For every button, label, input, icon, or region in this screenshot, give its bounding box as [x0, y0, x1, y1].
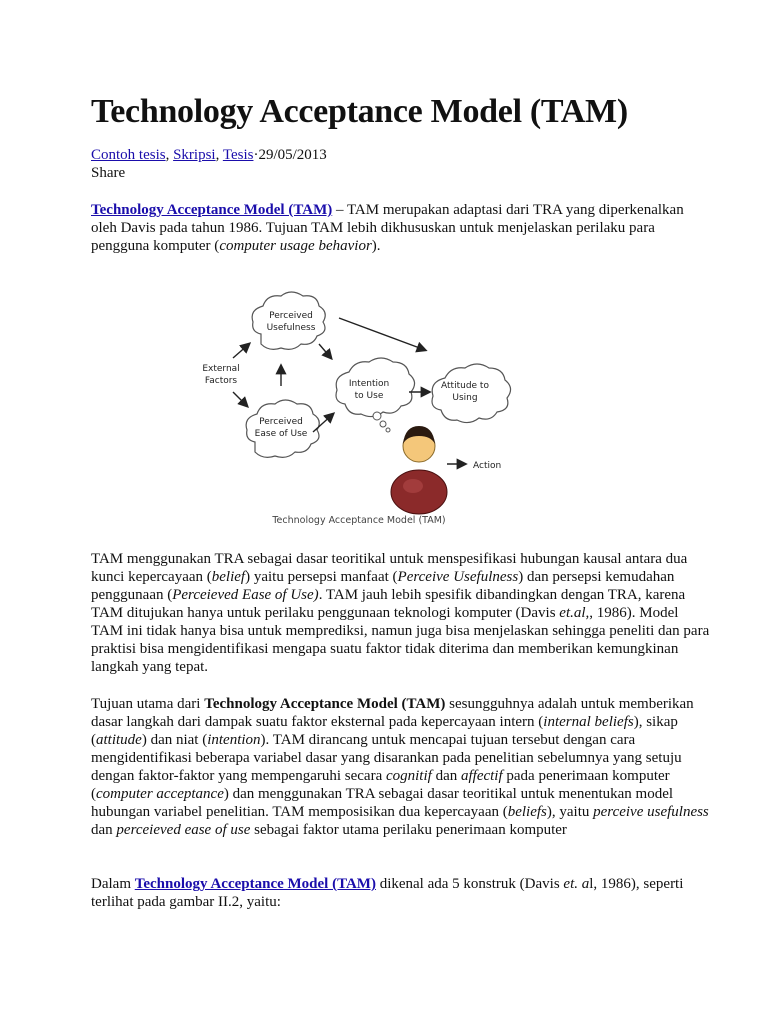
- paragraph-text: dikenal ada 5 konstruk (Davis: [375, 876, 564, 892]
- post-meta: [91, 146, 327, 164]
- node-label: Attitude to: [441, 381, 489, 391]
- category-link-contoh-tesis[interactable]: Contoh tesis: [91, 147, 166, 163]
- body-paragraph: [91, 550, 713, 676]
- paragraph-text: ), sikap (: [91, 714, 678, 748]
- post-date: 29/05/2013: [258, 147, 327, 163]
- node-label: Perceived: [259, 417, 303, 427]
- emphasis-text: computer usage behavior: [219, 238, 372, 254]
- strong-text: Technology Acceptance Model (TAM): [204, 696, 446, 712]
- emphasis-text: Perceieved Ease of Use): [172, 587, 319, 603]
- emphasis-text: Perceive Usefulness: [397, 569, 519, 585]
- node-label: Perceived: [269, 311, 313, 321]
- node-label: Intention: [348, 379, 390, 389]
- emphasis-text: attitude: [96, 732, 142, 748]
- emphasis-text: perceieved ease of use: [116, 822, 251, 838]
- paragraph-text: sebagai faktor utama perilaku penerimaan komputer: [250, 822, 567, 838]
- emphasis-text: cognitif: [385, 768, 432, 784]
- intro-paragraph: [91, 201, 701, 255]
- node-label: Using: [452, 393, 478, 403]
- paragraph-text: ) dan menggunakan TRA sebagai dasar teoritikal untuk menentukan model hubungan variabel penelitian. TAM memposisikan dua kepercayaan (: [91, 786, 674, 820]
- person-icon: [391, 426, 447, 514]
- cloud-perceived-ease-of-use: [246, 400, 319, 457]
- figure-caption: Technology Acceptance Model (TAM): [272, 515, 446, 526]
- paragraph-text: – TAM merupakan adaptasi dari TRA yang diperkenalkan oleh Davis pada tahun 1986. Tujuan TAM lebih dikhususkan untuk menjelaskan perilaku para pengguna komputer (: [91, 202, 684, 254]
- paragraph-text: Tujuan utama dari: [91, 696, 205, 712]
- node-label: Ease of Use: [254, 429, 308, 439]
- cloud-attitude-to-using: [432, 364, 511, 423]
- tam-link[interactable]: Technology Acceptance Model (TAM): [91, 202, 333, 218]
- category-link-tesis[interactable]: Tesis: [222, 147, 254, 163]
- emphasis-text: affectif: [460, 768, 503, 784]
- emphasis-text: internal beliefs: [543, 714, 634, 730]
- action-label: Action: [473, 461, 502, 471]
- body-paragraph: [91, 695, 713, 839]
- emphasis-text: beliefs: [507, 804, 547, 820]
- arrow: [233, 344, 249, 358]
- tam-link[interactable]: Technology Acceptance Model (TAM): [134, 876, 376, 892]
- emphasis-text: et.al,: [559, 605, 590, 621]
- share-link[interactable]: Share: [91, 165, 126, 181]
- node-label: to Use: [354, 391, 384, 401]
- paragraph-text: ) dan persepsi kemudahan penggunaan (: [91, 569, 675, 603]
- paragraph-text: ). TAM dirancang untuk mencapai tujuan tersebut dengan cara mengidentifikasi beberapa variabel dasar yang disarankan pada penelitian sebelumnya yang setuju dengan faktor-faktor yang mempengaruhi secara: [91, 732, 682, 784]
- arrow: [233, 392, 247, 406]
- body-paragraph: [91, 875, 713, 911]
- tam-diagram: [191, 282, 521, 530]
- emphasis-text: perceive usefulness: [593, 804, 709, 820]
- node-label-external-factors: External: [202, 364, 240, 374]
- cloud-intention-to-use: [336, 358, 415, 432]
- emphasis-text: belief: [211, 569, 246, 585]
- page-title: Technology Acceptance Model (TAM): [91, 93, 628, 130]
- node-label-external-factors: Factors: [204, 376, 238, 386]
- paragraph-text: ), yaitu: [546, 804, 594, 820]
- paragraph-text: pada penerimaan komputer (: [91, 768, 670, 802]
- arrow: [339, 318, 425, 350]
- meta-separator: ,: [215, 147, 223, 163]
- meta-separator: ,: [165, 147, 174, 163]
- paragraph-text: sesungguhnya adalah untuk memberikan dasar langkah dari dampak suatu faktor eksternal pada kepercayaan intern (: [91, 696, 694, 730]
- category-link-skripsi[interactable]: Skripsi: [173, 147, 216, 163]
- emphasis-text: et. a: [563, 876, 590, 892]
- paragraph-text: ) dan niat (: [141, 732, 208, 748]
- date-separator: ·: [253, 147, 259, 163]
- paragraph-text: TAM menggunakan TRA sebagai dasar teoritikal untuk menspesifikasi hubungan kausal antara dua kunci kepercayaan (: [91, 551, 688, 585]
- arrow: [319, 344, 331, 358]
- paragraph-text: ).: [371, 238, 381, 254]
- node-label: Usefulness: [266, 323, 316, 333]
- paragraph-text: dan: [431, 768, 461, 784]
- paragraph-text: l, 1986), seperti terlihat pada gambar II.2, yaitu:: [91, 876, 684, 910]
- tam-diagram-svg: [191, 282, 521, 530]
- paragraph-text: , 1986). Model TAM ini tidak hanya bisa untuk memprediksi, namun juga bisa menjelaskan sehingga peneliti dan para praktisi bisa mengidentifikasi mengapa suatu faktor tidak diterima dan memberikan kemungkinan langkah yang tepat.: [91, 605, 710, 675]
- emphasis-text: intention: [207, 732, 261, 748]
- paragraph-text: dan: [91, 822, 117, 838]
- paragraph-text: ) yaitu persepsi manfaat (: [245, 569, 398, 585]
- cloud-perceived-usefulness: [252, 292, 325, 349]
- paragraph-text: . TAM jauh lebih spesifik dibandingkan dengan TRA, karena TAM ditujukan hanya untuk perilaku penggunaan teknologi komputer (Davis: [91, 587, 686, 621]
- emphasis-text: computer acceptance: [96, 786, 224, 802]
- paragraph-text: Dalam: [91, 876, 135, 892]
